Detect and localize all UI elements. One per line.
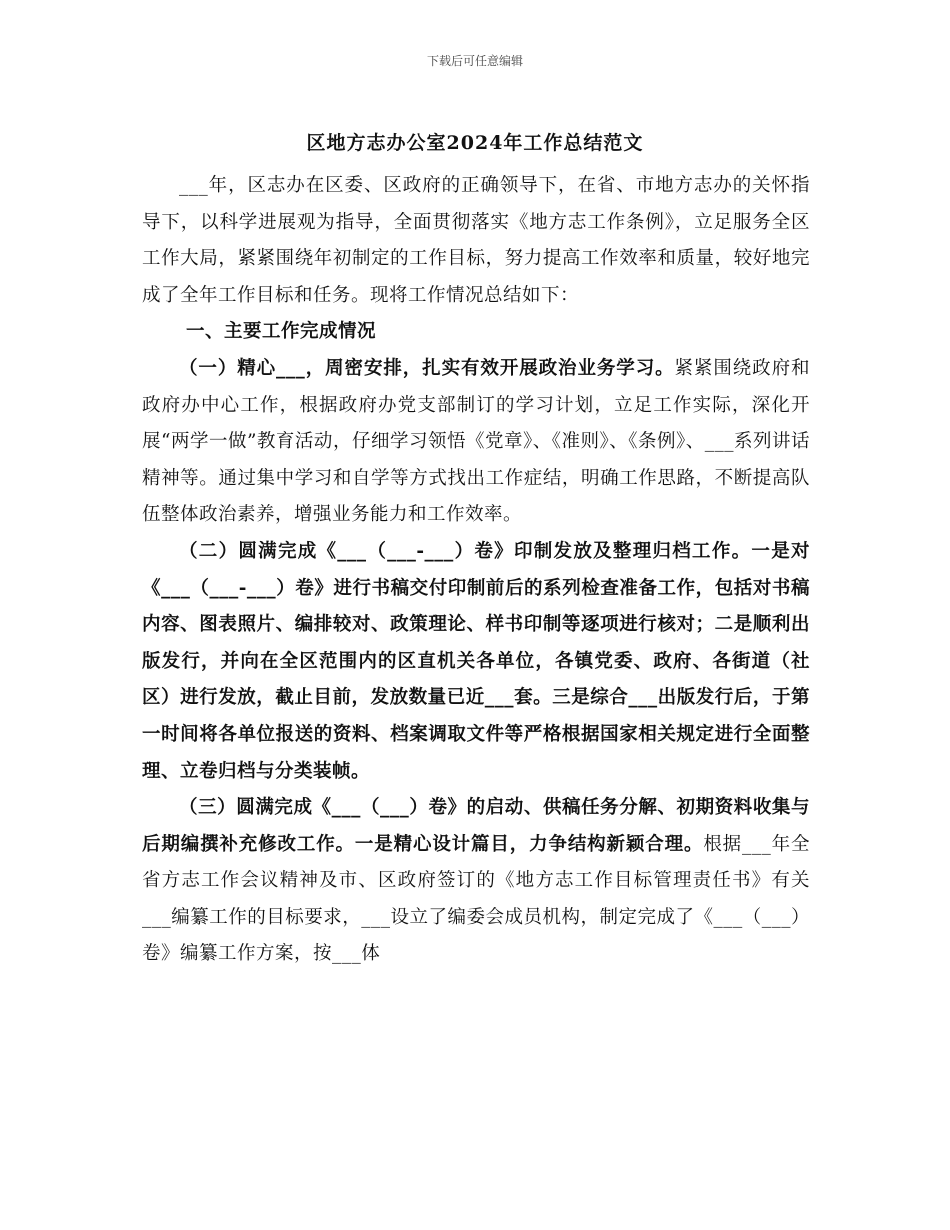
intro-paragraph: ___年，区志办在区委、区政府的正确领导下，在省、市地方志办的关怀指导下，以科学进展观为指导，全面贯彻落实《地方志工作条例》，立足服务全区工作大局，紧紧围绕年初制定的工作目标，努力提高工作效率和质量，较好地完成了全年工作目标和任务。现将工作情况总结如下： [142,175,810,306]
item-3-lead: （三）圆满完成《___（___）卷》的启动、供稿任务分解、初期资料收集与后期编撰补充修改工作。一是精心设计篇目，力争结构新颖合理。 [142,797,810,855]
item-1-text: 紧紧围绕政府和政府办中心工作，根据政府办党支部制订的学习计划，立足工作实际，深化开展“两学一做”教育活动，仔细学习领悟《党章》、《准则》、《条例》、___系列讲话精神等。通过集中学习和自学等方式找出工作症结，明确工作思路，不断提高队伍整体政治素养，增强业务能力和工作效率。 [142,357,810,526]
item-1-lead: （一）精心___，周密安排，扎实有效开展政治业务学习。 [179,357,675,379]
section-heading: 一、主要工作完成情况 [186,321,377,343]
paragraph-item-3 [142,790,810,973]
document-body [142,168,810,973]
paragraph-item-1 [142,351,810,534]
header-note: 下载后可任意编辑 [426,54,523,68]
document-title: 区地方志办公室2024年工作总结范文 [306,132,644,154]
item-2-text: （二）圆满完成《___（___-___）卷》印制发放及整理归档工作。一是对《___（___-___）卷》进行书稿交付印制前后的系列检查准备工作，包括对书稿内容、图表照片、编排较对、政策理论、样书印制等逐项进行核对；二是顺利出版发行，并向在全区范围内的区直机关各单位，各镇党委、政府、各街道（社区）进行发放，截止目前，发放数量已近___套。三是综合___出版发行后，于第一时间将各单位报送的资料、档案调取文件等严格根据国家相关规定进行全面整理、立卷归档与分类装帧。 [142,540,810,782]
paragraph-item-2 [142,534,810,790]
item-3-text: 根据___年全省方志工作会议精神及市、区政府签订的《地方志工作目标管理责任书》有关___编纂工作的目标要求，___设立了编委会成员机构，制定完成了《___（___）卷》编纂工作方案，按___体 [142,833,811,965]
